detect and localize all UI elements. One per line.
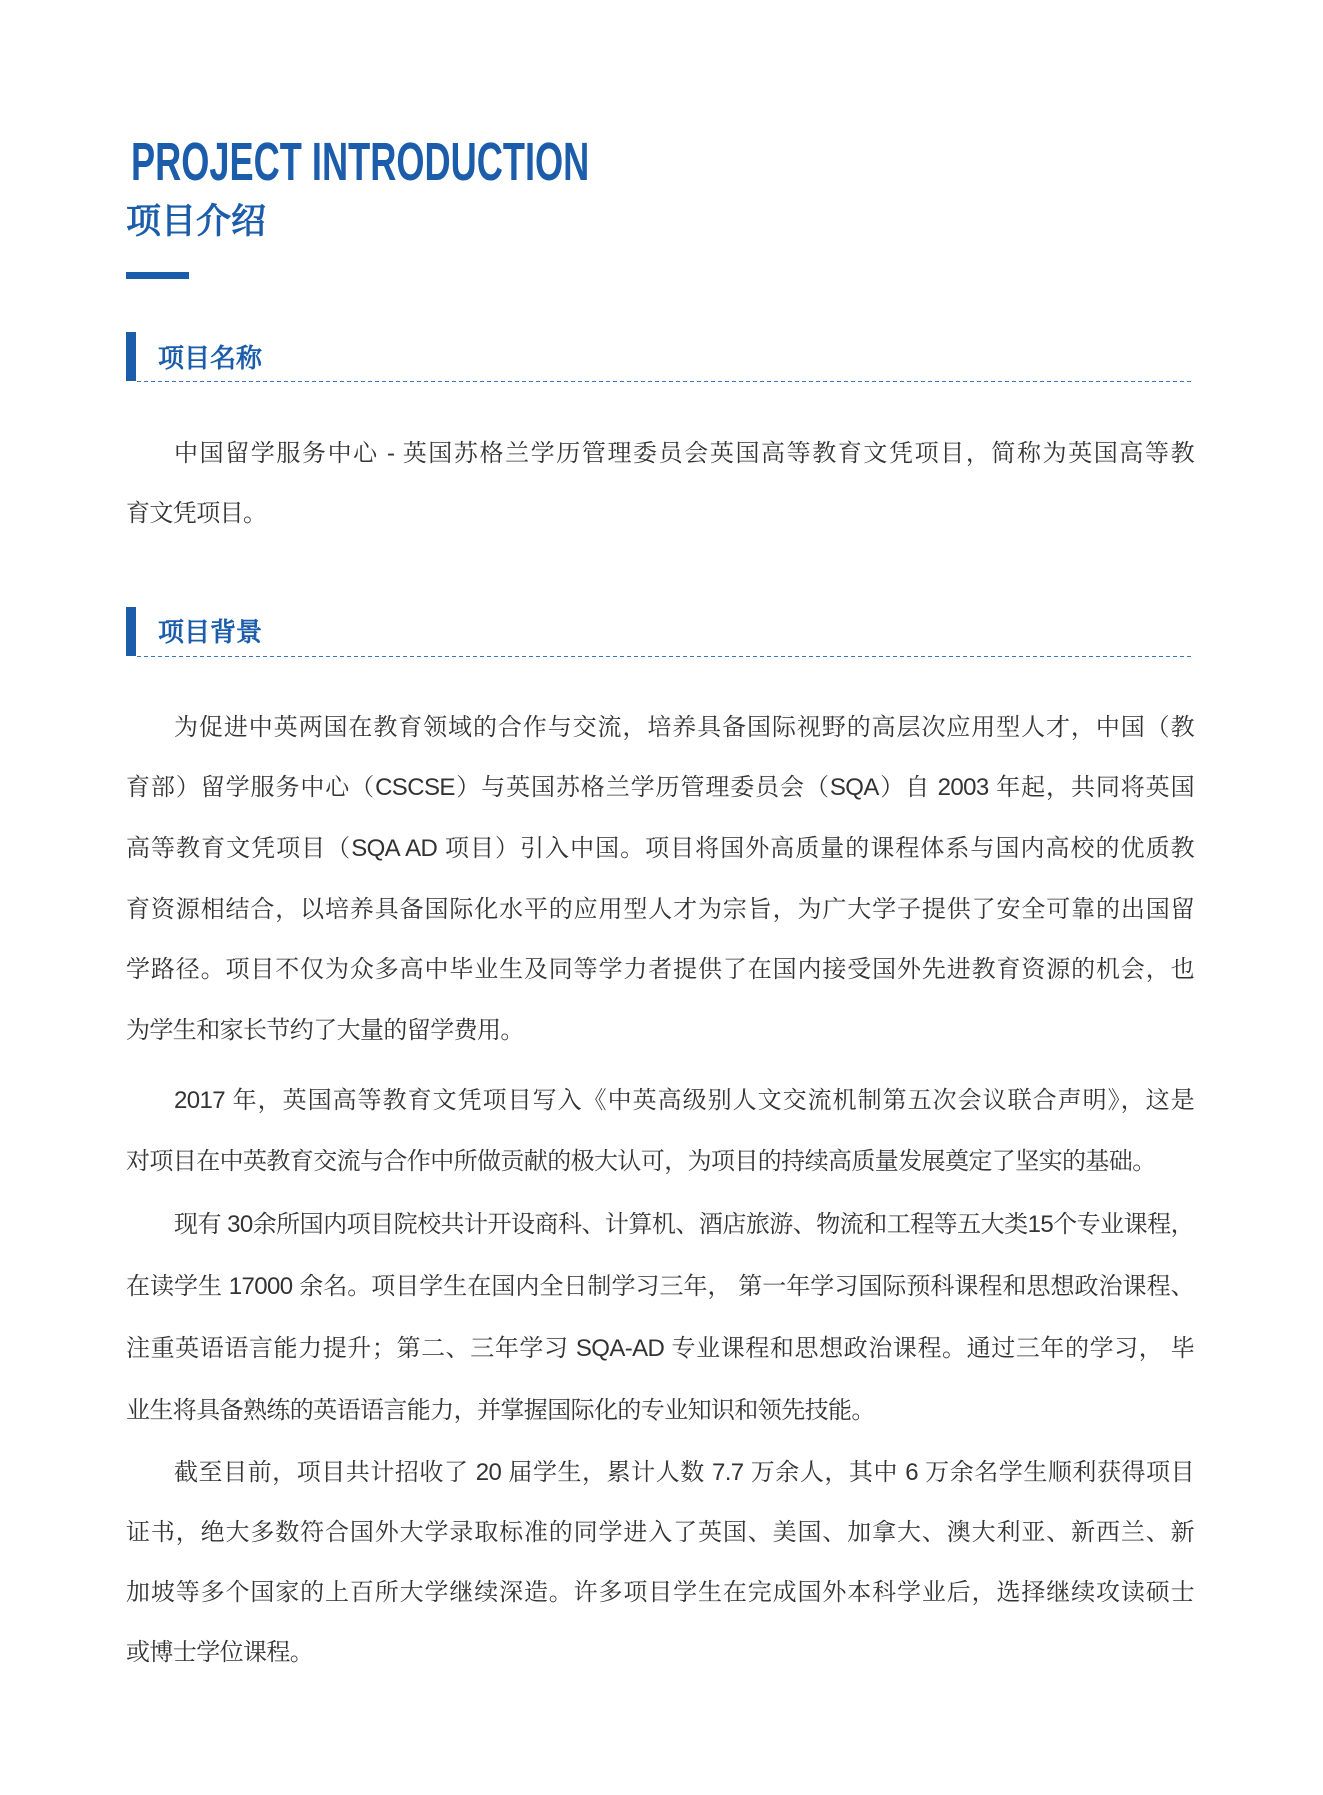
- paragraph-line: 为学生和家长节约了大量的留学费用。: [126, 1016, 524, 1044]
- section-divider: [137, 381, 1194, 382]
- paragraph: [126, 1443, 1194, 1684]
- section-heading-project-background: 项目背景: [158, 617, 263, 647]
- paragraph-line: 注重英语语言能力提升；第二、三年学习 SQA-AD 专业课程和思想政治课程。通过三年的学习， 毕: [126, 1335, 1194, 1362]
- paragraph-line: 或博士学位课程。: [126, 1639, 314, 1667]
- paragraph-line: 育文凭项目。: [126, 499, 267, 527]
- paragraph-line: 加坡等多个国家的上百所大学继续深造。许多项目学生在完成国外本科学业后，选择继续攻读硕士: [126, 1578, 1194, 1606]
- section-divider: [137, 656, 1194, 657]
- page-title-chinese: 项目介绍: [126, 202, 267, 241]
- paragraph: [126, 1071, 1194, 1192]
- paragraph-line: 育资源相结合，以培养具备国际化水平的应用型人才为宗旨，为广大学子提供了安全可靠的出国留: [126, 895, 1194, 923]
- paragraph-line: 截至目前，项目共计招收了 20 届学生，累计人数 7.7 万余人，其中 6 万余名学生顺利获得项目: [174, 1458, 1194, 1486]
- paragraph-line: 为促进中英两国在教育领域的合作与交流，培养具备国际视野的高层次应用型人才，中国（教: [174, 713, 1194, 741]
- paragraph-line: 育部）留学服务中心（CSCSE）与英国苏格兰学历管理委员会（SQA）自 2003 年起，共同将英国: [126, 774, 1194, 802]
- paragraph-line: 学路径。项目不仅为众多高中毕业生及同等学力者提供了在国内接受国外先进教育资源的机会，也: [126, 956, 1194, 984]
- section-marker-bar: [126, 332, 136, 381]
- paragraph-line: 2017 年，英国高等教育文凭项目写入《中英高级别人文交流机制第五次会议联合声明》，这是: [174, 1087, 1194, 1114]
- paragraph-line: 高等教育文凭项目（SQA AD 项目）引入中国。项目将国外高质量的课程体系与国内高校的优质教: [126, 834, 1194, 862]
- section-heading-project-name: 项目名称: [158, 343, 263, 373]
- paragraph-line: 业生将具备熟练的英语语言能力，并掌握国际化的专业知识和领先技能。: [126, 1397, 875, 1424]
- paragraph-line: 在读学生 17000 余名。项目学生在国内全日制学习三年， 第一年学习国际预科课程和思想政治课程、: [126, 1273, 1194, 1300]
- page-title-english: PROJECT INTRODUCTION: [131, 132, 590, 192]
- paragraph-line: 现有 30余所国内项目院校共计开设商科、计算机、酒店旅游、物流和工程等五大类15个专业课程，: [174, 1211, 1194, 1238]
- title-underline: [126, 272, 189, 279]
- paragraph: [126, 424, 1194, 543]
- section-marker-bar: [126, 607, 136, 656]
- paragraph-line: 中国留学服务中心 - 英国苏格兰学历管理委员会英国高等教育文凭项目，简称为英国高等教: [174, 440, 1194, 467]
- paragraph: [126, 1194, 1194, 1442]
- paragraph-line: 对项目在中英教育交流与合作中所做贡献的极大认可，为项目的持续高质量发展奠定了坚实的基础。: [126, 1147, 1156, 1175]
- paragraph: [126, 698, 1194, 1062]
- paragraph-line: 证书，绝大多数符合国外大学录取标准的同学进入了英国、美国、加拿大、澳大利亚、新西兰、新: [126, 1518, 1194, 1546]
